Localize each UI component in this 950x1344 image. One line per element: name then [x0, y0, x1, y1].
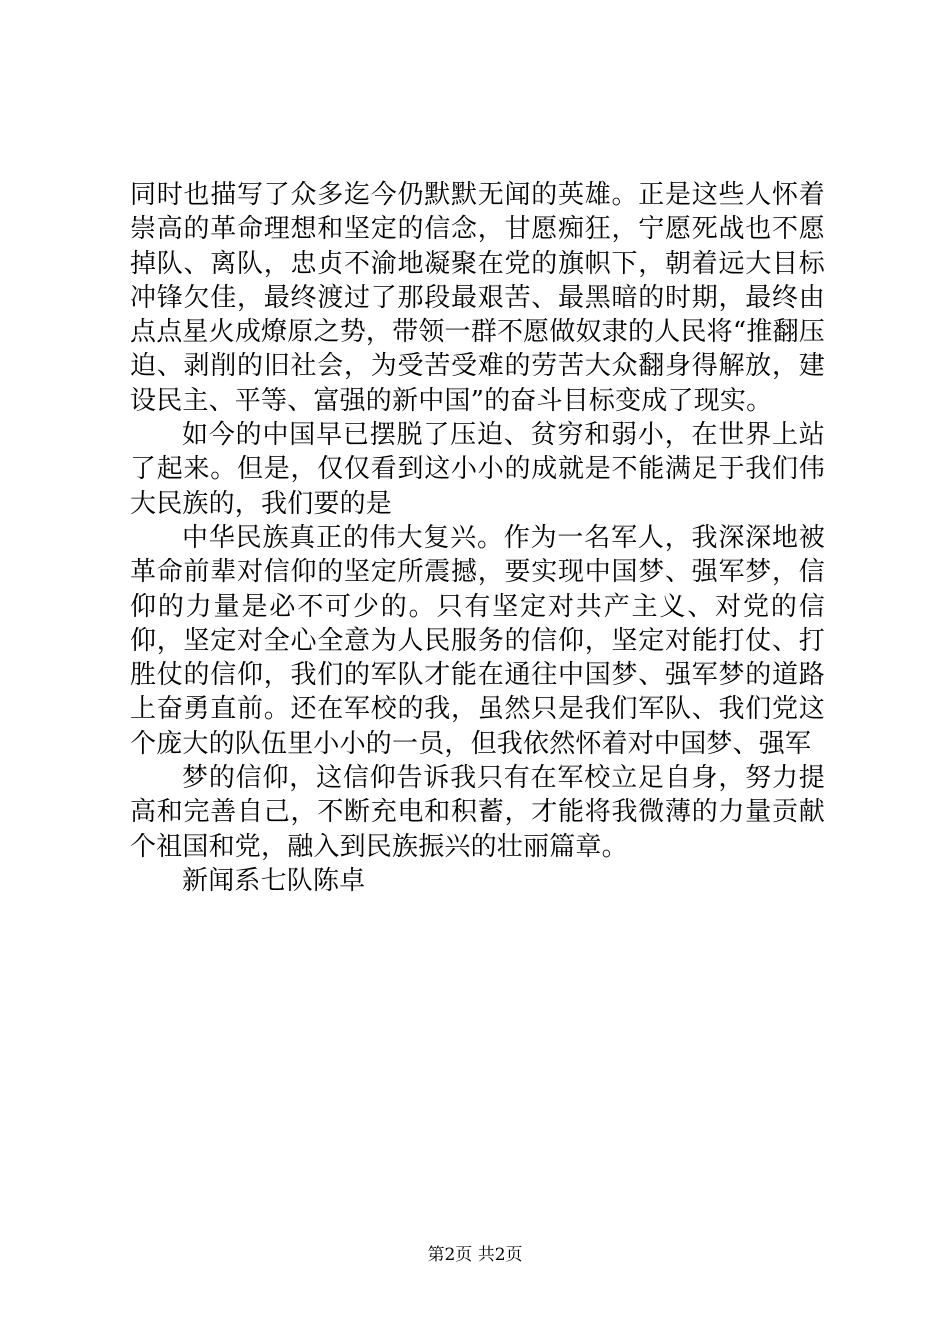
paragraph-3: 中华民族真正的伟大复兴。作为一名军人，我深深地被革命前辈对信仰的坚定所震撼，要实现中国梦、强军梦，信仰的力量是必不可少的。只有坚定对共产主义、对党的信仰，坚定对全心全意为人民服务的信仰，坚定对能打仗、打胜仗的信仰，我们的军队才能在通往中国梦、强军梦的道路上奋勇直前。还在军校的我，虽然只是我们军队、我们党这个庞大的队伍里小小的一员，但我依然怀着对中国梦、强军 — [130, 522, 825, 759]
paragraph-1: 同时也描写了众多迄今仍默默无闻的英雄。正是这些人怀着崇高的革命理想和坚定的信念，甘愿痴狂，宁愿死战也不愿掉队、离队，忠贞不渝地凝聚在党的旗帜下，朝着远大目标冲锋欠佳，最终渡过了那段最艰苦、最黑暗的时期，最终由点点星火成燎原之势，带领一群不愿做奴隶的人民将“推翻压迫、剥削的旧社会，为受苦受难的劳苦大众翻身得解放，建设民主、平等、富强的新中国”的奋斗目标变成了现实。 — [130, 180, 825, 416]
author-signature: 新闻系七队陈卓 — [182, 865, 366, 896]
page-number-footer: 第2页 共2页 — [427, 1245, 523, 1265]
paragraph-4: 梦的信仰，这信仰告诉我只有在军校立足自身，努力提高和完善自己，不断充电和积蓄，才能将我微薄的力量贡献个祖国和党，融入到民族振兴的壮丽篇章。 — [130, 763, 825, 862]
paragraph-2: 如今的中国早已摆脱了压迫、贫穷和弱小，在世界上站了起来。但是，仅仅看到这小小的成就是不能满足于我们伟大民族的，我们要的是 — [130, 420, 825, 519]
body-text — [130, 178, 825, 898]
